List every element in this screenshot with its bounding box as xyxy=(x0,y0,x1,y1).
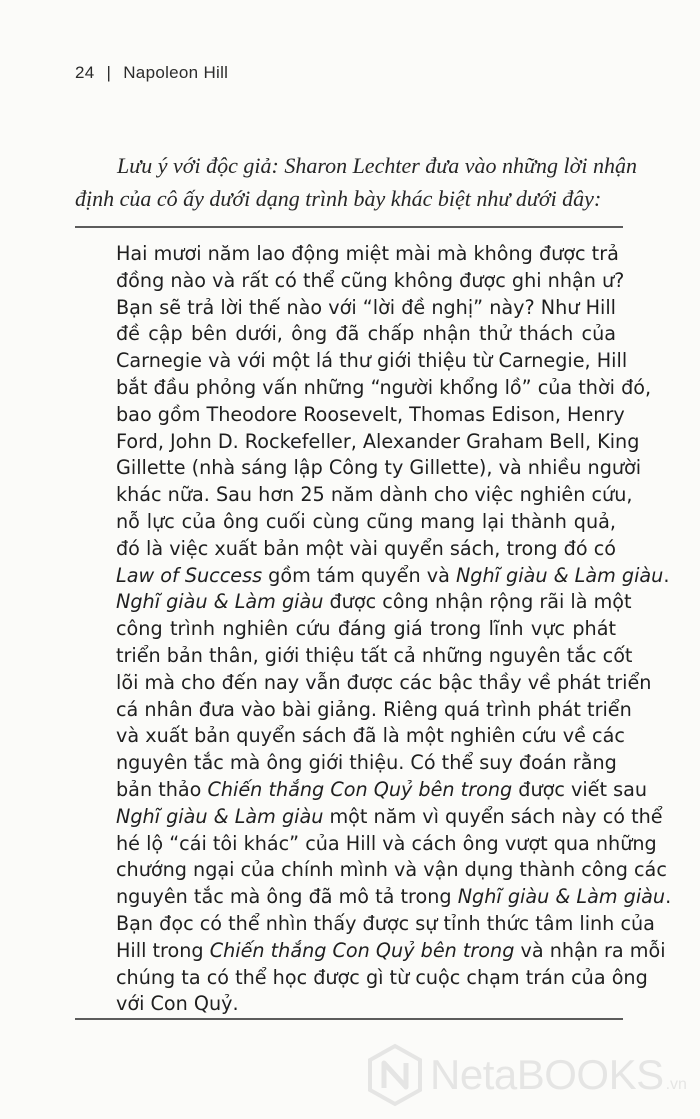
body-line xyxy=(116,643,633,670)
bottom-divider xyxy=(75,1018,623,1020)
body-line xyxy=(116,804,663,831)
body-text-run: khác nữa. Sau hơn 25 năm dành cho việc nghiên cứu, xyxy=(116,483,633,507)
body-line xyxy=(116,831,657,858)
body-text-run: Hai mươi năm lao động miệt mài mà không được trả xyxy=(116,242,619,265)
body-line xyxy=(116,509,616,536)
body-text-run: cá nhân đưa vào bài giảng. Riêng quá trình phát triển xyxy=(116,697,632,721)
body-text-run: được viết sau xyxy=(512,777,648,801)
book-title: Nghĩ giàu & Làm giàu xyxy=(116,804,324,828)
body-text-run: Gillette (nhà sáng lập Công ty Gillette), và nhiều người xyxy=(116,456,642,480)
body-line xyxy=(116,857,667,884)
body-text-run: nguyên tắc mà ông giới thiệu. Có thể suy đoán rằng xyxy=(116,751,617,775)
watermark-domain: .vn xyxy=(665,1076,687,1093)
reader-note-line: định của cô ấy dưới dạng trình bày khác biệt như dưới đây: xyxy=(75,186,602,211)
body-text-run: bắt đầu phỏng vấn những “người khổng lồ” của thời đó, xyxy=(116,375,652,399)
body-text-run: một năm vì quyển sách này có thể xyxy=(323,804,663,828)
body-text-run: và nhận ra mỗi xyxy=(514,938,666,962)
body-text-run: với Con Quỷ. xyxy=(116,992,239,1016)
body-text-run: bản thảo xyxy=(116,777,208,801)
commentary-text xyxy=(116,241,672,1018)
body-text-run: nỗ lực của ông cuối cùng cũng mang lại thành quả, xyxy=(116,509,616,533)
book-title: Nghĩ giàu & Làm giàu xyxy=(457,885,666,909)
body-line xyxy=(116,482,633,509)
body-text-run: Ford, John D. Rockefeller, Alexander Graham Bell, King xyxy=(116,429,640,453)
body-text-run: triển bản thân, giới thiệu tất cả những nguyên tắc cốt xyxy=(116,643,633,667)
body-line xyxy=(116,536,616,563)
body-text-run: Carnegie và với một lá thư giới thiệu từ Carnegie, Hill xyxy=(116,349,628,373)
body-line xyxy=(116,697,632,724)
body-line xyxy=(116,777,648,804)
body-text-run: lõi mà cho đến nay vẫn được các bậc thầy về phát triển xyxy=(116,670,652,694)
netabooks-logo-icon xyxy=(366,1043,424,1107)
book-title: Chiến thắng Con Quỷ bên trong xyxy=(209,938,515,962)
body-text-run: nguyên tắc mà ông đã mô tả trong xyxy=(116,885,458,909)
body-text-run: bao gồm Theodore Roosevelt, Thomas Edison, Henry xyxy=(116,402,625,426)
body-line xyxy=(116,616,616,643)
page-number: 24 xyxy=(75,63,95,82)
body-text-run: chướng ngại của chính mình và vận dụng thành công các xyxy=(116,858,667,882)
body-line xyxy=(116,965,648,992)
header-author: Napoleon Hill xyxy=(123,63,229,82)
body-text-run: Hill trong xyxy=(116,938,210,962)
header-separator: | xyxy=(106,63,112,82)
reader-note-line: Lưu ý với độc giả: Sharon Lechter đưa vào những lời nhận xyxy=(117,153,637,178)
body-line xyxy=(116,375,652,402)
body-line xyxy=(116,563,670,590)
running-header xyxy=(75,63,228,83)
body-text-run: gồm tám quyển và xyxy=(262,563,456,587)
body-line xyxy=(116,402,625,429)
body-line xyxy=(116,991,616,1018)
body-line xyxy=(116,723,625,750)
body-text-run: Bạn sẽ trả lời thế nào với “lời đề nghị” này? Như Hill xyxy=(116,295,616,319)
top-divider xyxy=(75,226,623,228)
body-text-run: chúng ta có thể học được gì từ cuộc chạm trán của ông xyxy=(116,965,648,989)
reader-note xyxy=(75,149,635,215)
body-line xyxy=(116,295,616,322)
body-line xyxy=(116,455,642,482)
body-line xyxy=(116,750,616,777)
body-line xyxy=(116,589,632,616)
body-text-run: đề cập bên dưới, ông đã chấp nhận thử thách của xyxy=(116,322,616,346)
body-text-run: được công nhận rộng rãi là một xyxy=(323,590,632,614)
body-line xyxy=(116,348,628,375)
body-line xyxy=(116,884,672,911)
body-text-run: đồng nào và rất có thể cũng không được ghi nhận ư? xyxy=(116,268,625,292)
body-text-run: Bạn đọc có thể nhìn thấy được sự tỉnh thức tâm linh của xyxy=(116,911,655,935)
body-line xyxy=(116,321,616,348)
body-line xyxy=(116,268,625,295)
body-text-run: . xyxy=(663,563,670,587)
book-title: Nghĩ giàu & Làm giàu xyxy=(116,590,324,614)
body-line xyxy=(116,938,666,965)
body-line xyxy=(116,241,619,268)
body-line xyxy=(116,429,640,456)
body-text-run: đó là việc xuất bản một vài quyển sách, trong đó có xyxy=(116,536,616,560)
body-text-run: và xuất bản quyển sách đã là một nghiên cứu về các xyxy=(116,724,625,748)
body-text-run: công trình nghiên cứu đáng giá trong lĩnh vực phát xyxy=(116,617,616,641)
body-text-run: hé lộ “cái tôi khác” của Hill và cách ông vượt qua những xyxy=(116,831,657,855)
body-line xyxy=(116,670,652,697)
book-title: Nghĩ giàu & Làm giàu xyxy=(455,563,664,587)
body-line xyxy=(116,911,655,938)
netabooks-watermark xyxy=(366,1043,687,1107)
book-title: Law of Success xyxy=(116,563,263,587)
body-text-run: . xyxy=(665,885,672,909)
watermark-brand: NetaBOOKS xyxy=(430,1051,664,1098)
book-title: Chiến thắng Con Quỷ bên trong xyxy=(207,777,513,801)
